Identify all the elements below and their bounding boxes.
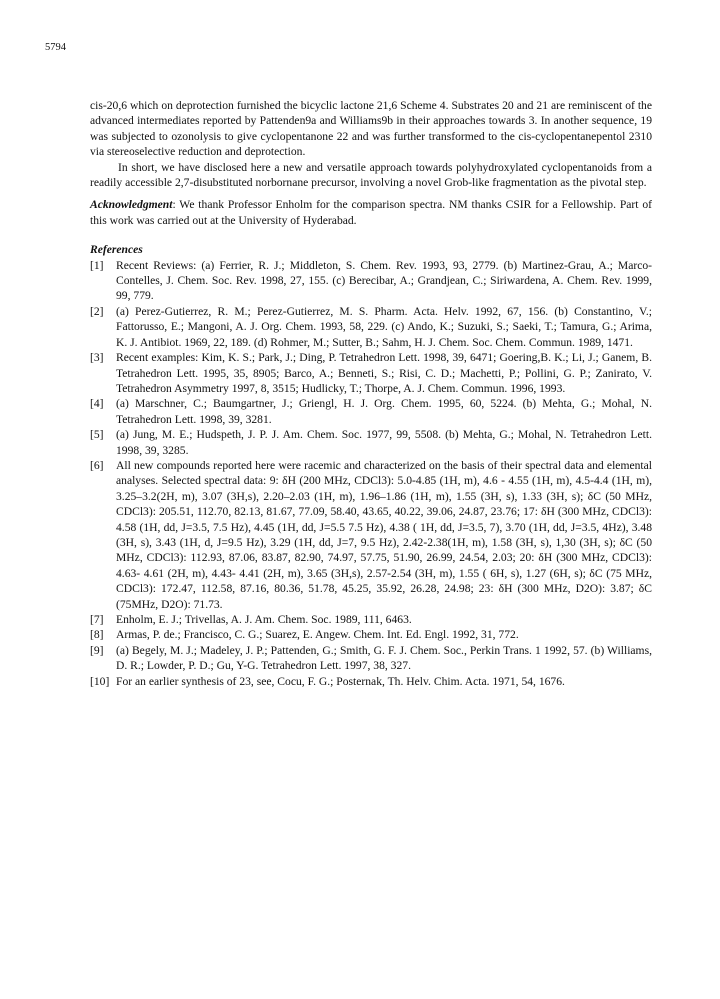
reference-number: [3]	[90, 351, 104, 365]
reference-number: [5]	[90, 428, 104, 442]
reference-text: Armas, P. de.; Francisco, C. G.; Suarez, E. Angew. Chem. Int. Ed. Engl. 1992, 31, 772.	[116, 628, 519, 642]
reference-item	[90, 427, 652, 458]
reference-text: (a) Marschner, C.; Baumgartner, J.; Griengl, H. J. Org. Chem. 1995, 60, 5224. (b) Mehta, G.; Mohal, N. Tetrahedron Lett. 1998, 39, 3281.	[116, 397, 652, 426]
reference-item	[90, 396, 652, 427]
reference-number: [2]	[90, 304, 104, 318]
references-heading: References	[90, 243, 143, 257]
reference-number: [4]	[90, 397, 104, 411]
reference-number: [7]	[90, 613, 104, 626]
reference-text: Recent Reviews: (a) Ferrier, R. J.; Middleton, S. Chem. Rev. 1993, 93, 2779. (b) Martinez-Grau, A.; Marco-Contelles, J. Chem. Soc. Rev. 1998, 27, 155. (c) Berecibar, A.; Grandjean, C.; Siriwardena, A. Chem. Rev. 1999, 99, 779.	[116, 258, 652, 303]
reference-number: [6]	[90, 458, 104, 472]
reference-item	[90, 304, 652, 350]
acknowledgment	[90, 197, 652, 228]
reference-item	[90, 674, 652, 689]
reference-text: All new compounds reported here were racemic and characterized on the basis of their spectral data and elemental analyses. Selected spectral data: 9: δH (200 MHz, CDCl3): 5.0-4.85 (1H, m), 4.6 - 4.55 (1H, m), 4.5-4.4 (1H, m), 3.25–3.2(2H, m), 3.07 (3H,s), 2.20–2.03 (1H, m), 1.96–1.86 (1H, m), 1.55 (3H, s), 1.33 (3H, s); δC (50 MHz, CDCl3): 205.51, 112.70, 82.13, 81.67, 77.09, 58.40, 43.65, 40.22, 39.06, 24.87, 23.76; 17: δH (300 MHz, CDCl3): 4.58 (1H, dd, J=3.5, 7.5 Hz), 4.45 (1H, dd, J=5.5 7.5 Hz), 4.38 ( 1H, dd, J=3.5, 7), 3.70 (1H, dd, J=3.5, 4Hz), 3.48 (3H, s), 3.43 (1H, d, J=9.5 Hz), 3.29 (1H, dd, J=7, 9.5 Hz), 2.42-2.38(1H, m), 1.58 (3H, s), 1,30 (3H, s); δC (50 MHz, CDCl3): 112.93, 87.06, 83.87, 82.90, 74.97, 57.75, 51.90, 26.99, 24.54, 2.03; 20: δH (300 MHz, CDCl3): 4.63- 4.61 (2H, m), 4.43- 4.41 (2H, m), 3.65 (3H,s), 2.57-2.54 (3H, m), 1.55 ( 6H, s), 1.27 (6H, s); δC (75 MHz, CDCl3): 172.47, 112.58, 87.16, 80.36, 51.78, 45.25, 35.92, 26.28, 24.98; 23: δH (300 MHz, D2O): 3.87; δC (75MHz, D2O): 71.73.	[116, 458, 652, 611]
reference-number: [1]	[90, 258, 104, 272]
body-paragraph: cis-20,6 which on deprotection furnished the bicyclic lactone 21,6 Scheme 4. Substrates 20 and 21 are reminiscent of the advanced intermediates reported by Pattenden9a and Williams9b in their approaches towards 3. In another sequence, 19 was subjected to ozonolysis to give cyclopentanone 22 and was further transformed to the cis-cyclopentanepentol 2310 via stereoselective reduction and deprotection.	[90, 99, 652, 159]
page-number: 5794	[45, 42, 66, 53]
reference-text: For an earlier synthesis of 23, see, Cocu, F. G.; Posternak, Th. Helv. Chim. Acta. 1971, 54, 1676.	[116, 674, 565, 688]
reference-item	[90, 612, 652, 627]
reference-number: [8]	[90, 628, 104, 642]
reference-text: Enholm, E. J.; Trivellas, A. J. Am. Chem. Soc. 1989, 111, 6463.	[116, 613, 412, 626]
reference-text: (a) Perez-Gutierrez, R. M.; Perez-Gutierrez, M. S. Pharm. Acta. Helv. 1992, 67, 156. (b) Constantino, V.; Fattorusso, E.; Mangoni, A. J. Org. Chem. 1993, 58, 229. (c) Ando, K.; Suzuki, S.; Saeki, T.; Tamura, G.; Arima, K. J. Antibiot. 1969, 22, 189. (d) Rohmer, M.; Sutter, B.; Sahm, H. J. Chem. Soc. Chem. Commun. 1989, 1471.	[116, 304, 652, 349]
reference-item	[90, 458, 652, 612]
reference-item	[90, 643, 652, 674]
acknowledgment-title: Acknowledgment	[90, 198, 173, 212]
reference-text: (a) Jung, M. E.; Hudspeth, J. P. J. Am. Chem. Soc. 1977, 99, 5508. (b) Mehta, G.; Mohal, N. Tetrahedron Lett. 1998, 39, 3285.	[116, 428, 652, 457]
acknowledgment-text: : We thank Professor Enholm for the comparison spectra. NM thanks CSIR for a Fellowship. Part of this work was carried out at the University of Hyderabad.	[90, 198, 652, 227]
reference-text: Recent examples: Kim, K. S.; Park, J.; Ding, P. Tetrahedron Lett. 1998, 39, 6471; Goering,B. K.; Li, J.; Ganem, B. Tetrahedron Lett. 1995, 35, 8905; Barco, A.; Benneti, S.; Risi, C. D.; Machetti, P.; Pollini, G. P.; Zanirato, V. Tetrahedron Asymmetry 1997, 8, 3515; Hudlicky, T.; Thorpe, A. J. Chem. Commun. 1996, 1993.	[116, 351, 652, 395]
reference-item	[90, 350, 652, 396]
reference-text: (a) Begely, M. J.; Madeley, J. P.; Pattenden, G.; Smith, G. F. J. Chem. Soc., Perkin Trans. 1 1992, 57. (b) Williams, D. R.; Lowder, P. D.; Gu, Y-G. Tetrahedron Lett. 1997, 38, 327.	[116, 643, 652, 673]
article-body	[90, 98, 652, 689]
body-paragraph: In short, we have disclosed here a new and versatile approach towards polyhydroxylated cyclopentanoids from a readily accessible 2,7-disubstituted norbornane precursor, involving a novel Grob-like fragmentation as the pivotal step.	[90, 160, 652, 190]
reference-number: [9]	[90, 643, 104, 657]
reference-number: [10]	[90, 674, 110, 688]
reference-item	[90, 258, 652, 304]
reference-item	[90, 627, 652, 642]
